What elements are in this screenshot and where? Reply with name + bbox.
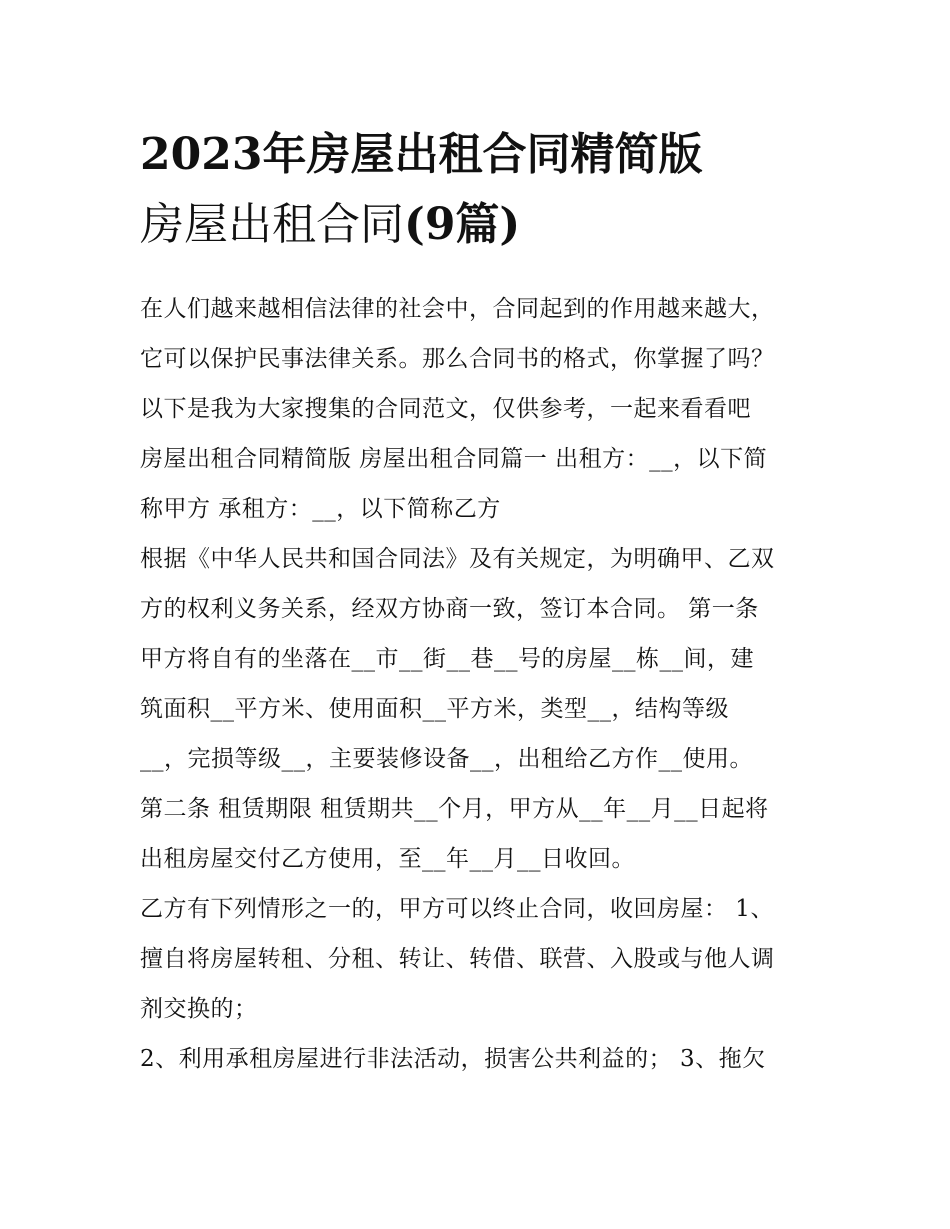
text-line: 在人们越来越相信法律的社会中，合同起到的作用越来越大，	[140, 296, 775, 322]
text-line: 以下是我为大家搜集的合同范文，仅供参考，一起来看看吧	[140, 396, 751, 422]
text-line: 房屋出租合同精简版 房屋出租合同篇一 出租方：__，以下简	[140, 446, 768, 472]
document-title-line-2	[140, 190, 820, 260]
document-title-text: 房屋出租合同	[140, 199, 404, 250]
text-line: 剂交换的；	[140, 996, 258, 1022]
text-line: 称甲方 承租方：__，以下简称乙方	[140, 496, 501, 522]
text-line: 甲方将自有的坐落在__市__街__巷__号的房屋__栋__间，建	[140, 646, 754, 672]
text-line: 筑面积__平方米、使用面积__平方米，类型__，结构等级	[140, 696, 729, 722]
text-line: 擅自将房屋转租、分租、转让、转借、联营、入股或与他人调	[140, 946, 775, 972]
text-line: 方的权利义务关系，经双方协商一致，签订本合同。 第一条	[140, 596, 759, 622]
text-line: 出租房屋交付乙方使用，至__年__月__日收回。	[140, 846, 635, 872]
text-line: 它可以保护民事法律关系。那么合同书的格式，你掌握了吗？	[140, 346, 775, 372]
document-body	[140, 284, 820, 1084]
text-line: 根据《中华人民共和国合同法》及有关规定，为明确甲、乙双	[140, 546, 775, 572]
text-line: 乙方有下列情形之一的，甲方可以终止合同，收回房屋： 1、	[140, 896, 774, 922]
text-line: 2、利用承租房屋进行非法活动，损害公共利益的； 3、拖欠	[140, 1046, 766, 1072]
document-title-line-1: 2023年房屋出租合同精简版	[140, 129, 703, 180]
text-line: __，完损等级__，主要装修设备__，出租给乙方作__使用。	[140, 746, 753, 772]
document-title-count: (9篇)	[404, 199, 521, 250]
text-line: 第二条 租赁期限 租赁期共__个月，甲方从__年__月__日起将	[140, 796, 769, 822]
document-page	[140, 120, 820, 1084]
